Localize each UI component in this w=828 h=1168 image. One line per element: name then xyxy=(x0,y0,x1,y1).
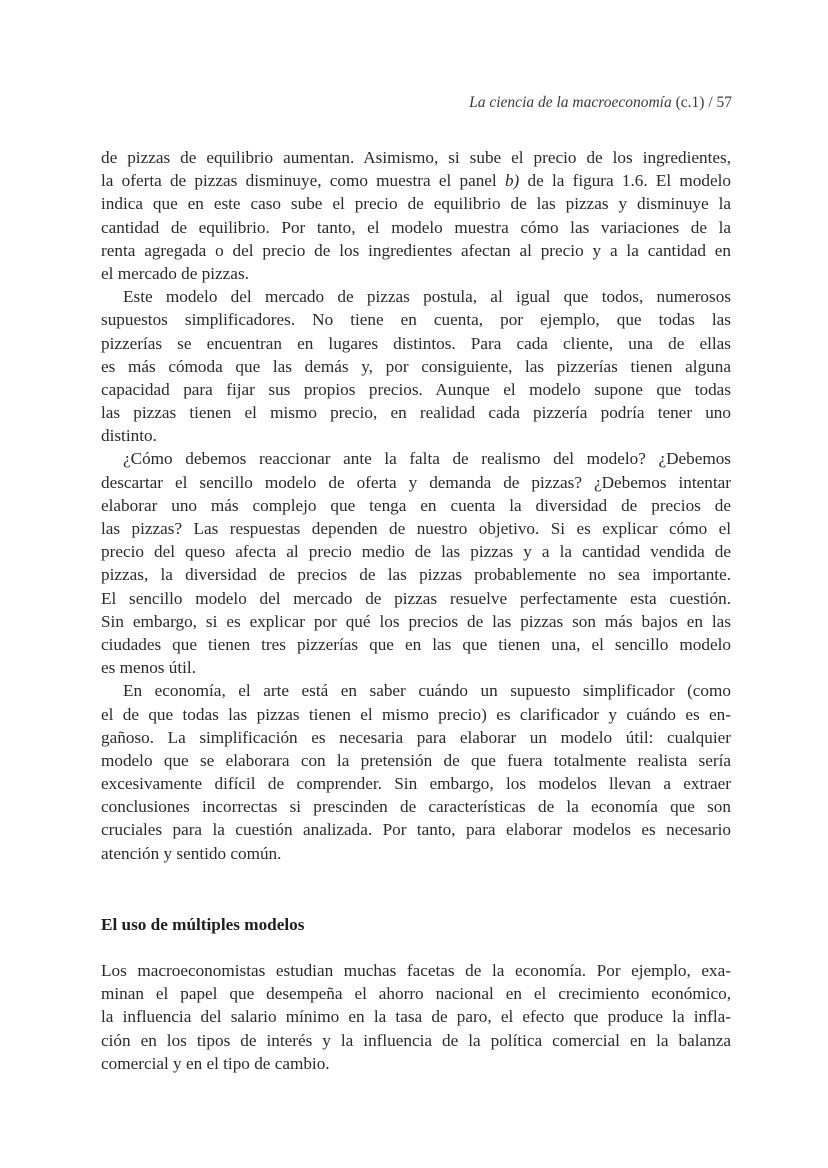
text-line: El sencillo modelo del mercado de pizzas resuelve perfectamente esta cuestión. xyxy=(101,588,731,608)
paragraph xyxy=(101,959,731,1075)
body-text-section-2 xyxy=(101,959,731,1075)
text-line: las pizzas? Las respuestas dependen de nuestro objetivo. Si es explicar cómo el xyxy=(101,519,731,538)
running-head-chapter: (c.1) xyxy=(675,94,705,111)
text-line: elaborar uno más complejo que tenga en cuenta la diversidad de precios de xyxy=(101,495,731,515)
running-head xyxy=(469,94,732,112)
text-line: cruciales para la cuestión analizada. Por tanto, para elaborar modelos es necesario xyxy=(101,820,731,840)
section-heading: El uso de múltiples modelos xyxy=(101,915,305,934)
text-line: precio del queso afecta al precio medio de las pizzas y a la cantidad vendida de xyxy=(101,542,731,562)
text-line: minan el papel que desempeña el ahorro nacional en el crecimiento económico, xyxy=(101,984,731,1004)
text-line: ciudades que tienen tres pizzerías que en las que tienen una, el sencillo modelo xyxy=(101,634,731,654)
text-line: cantidad de equilibrio. Por tanto, el modelo muestra cómo las variaciones de la xyxy=(101,217,731,237)
italic-text: b) xyxy=(504,171,520,191)
paragraph xyxy=(101,146,731,285)
text-line: pizzas, la diversidad de precios de las pizzas probablemente no sea importante. xyxy=(101,565,731,585)
paragraph xyxy=(101,285,731,447)
page-number: 57 xyxy=(716,94,732,111)
text-line: distinto. xyxy=(101,426,157,446)
text-line: pizzerías se encuentran en lugares distintos. Para cada cliente, una de ellas xyxy=(101,333,731,353)
text-line: el de que todas las pizzas tienen el mismo precio) es clarificador y cuándo es en- xyxy=(101,704,731,724)
text-line: conclusiones incorrectas si prescinden de características de la economía que son xyxy=(101,797,731,817)
paragraph xyxy=(101,447,731,679)
body-text-section-1 xyxy=(101,146,731,865)
text-line: atención y sentido común. xyxy=(101,843,282,863)
text-line: descartar el sencillo modelo de oferta y demanda de pizzas? ¿Debemos intentar xyxy=(101,472,731,492)
text-line: Este modelo del mercado de pizzas postula, al igual que todos, numerosos xyxy=(123,287,731,307)
text-line: gañoso. La simplificación es necesaria para elaborar un modelo útil: cualquier xyxy=(101,727,731,747)
text-line: supuestos simplificadores. No tiene en cuenta, por ejemplo, que todas las xyxy=(101,310,731,330)
text-line: Sin embargo, si es explicar por qué los precios de las pizzas son más bajos en las xyxy=(101,611,731,631)
text-line: las pizzas tienen el mismo precio, en realidad cada pizzería podría tener uno xyxy=(101,403,731,423)
text-line: En economía, el arte está en saber cuándo un supuesto simplificador (como xyxy=(123,681,731,701)
text-line: renta agregada o del precio de los ingredientes afectan al precio y a la cantidad en xyxy=(101,240,731,260)
text-line: capacidad para fijar sus propios precios. Aunque el modelo supone que todas xyxy=(101,379,731,399)
running-head-title: La ciencia de la macroeconomía xyxy=(469,94,672,111)
text-line: excesivamente difícil de comprender. Sin embargo, los modelos llevan a extraer xyxy=(101,774,731,794)
text-line: indica que en este caso sube el precio de equilibrio de las pizzas y disminuye la xyxy=(101,194,731,214)
text-line: modelo que se elaborara con la pretensión de que fuera totalmente realista sería xyxy=(101,750,731,770)
text-line: de pizzas de equilibrio aumentan. Asimismo, si sube el precio de los ingredientes, xyxy=(101,148,731,167)
text-line: es menos útil. xyxy=(101,658,197,678)
text-line: la influencia del salario mínimo en la tasa de paro, el efecto que produce la infla- xyxy=(101,1007,731,1027)
text-line: Los macroeconomistas estudian muchas facetas de la economía. Por ejemplo, exa- xyxy=(101,961,731,980)
text-line: es más cómoda que las demás y, por consiguiente, las pizzerías tienen alguna xyxy=(101,356,731,376)
running-head-separator: / xyxy=(708,94,713,111)
paragraph xyxy=(101,679,731,865)
text-line: la oferta de pizzas disminuye, como muestra el panel b) de la figura 1.6. El modelo xyxy=(101,171,731,191)
text-line: ¿Cómo debemos reaccionar ante la falta de realismo del modelo? ¿Debemos xyxy=(123,449,731,469)
text-line: comercial y en el tipo de cambio. xyxy=(101,1053,330,1073)
text-line: el mercado de pizzas. xyxy=(101,263,249,283)
text-line: ción en los tipos de interés y la influencia de la política comercial en la balanza xyxy=(101,1030,731,1050)
